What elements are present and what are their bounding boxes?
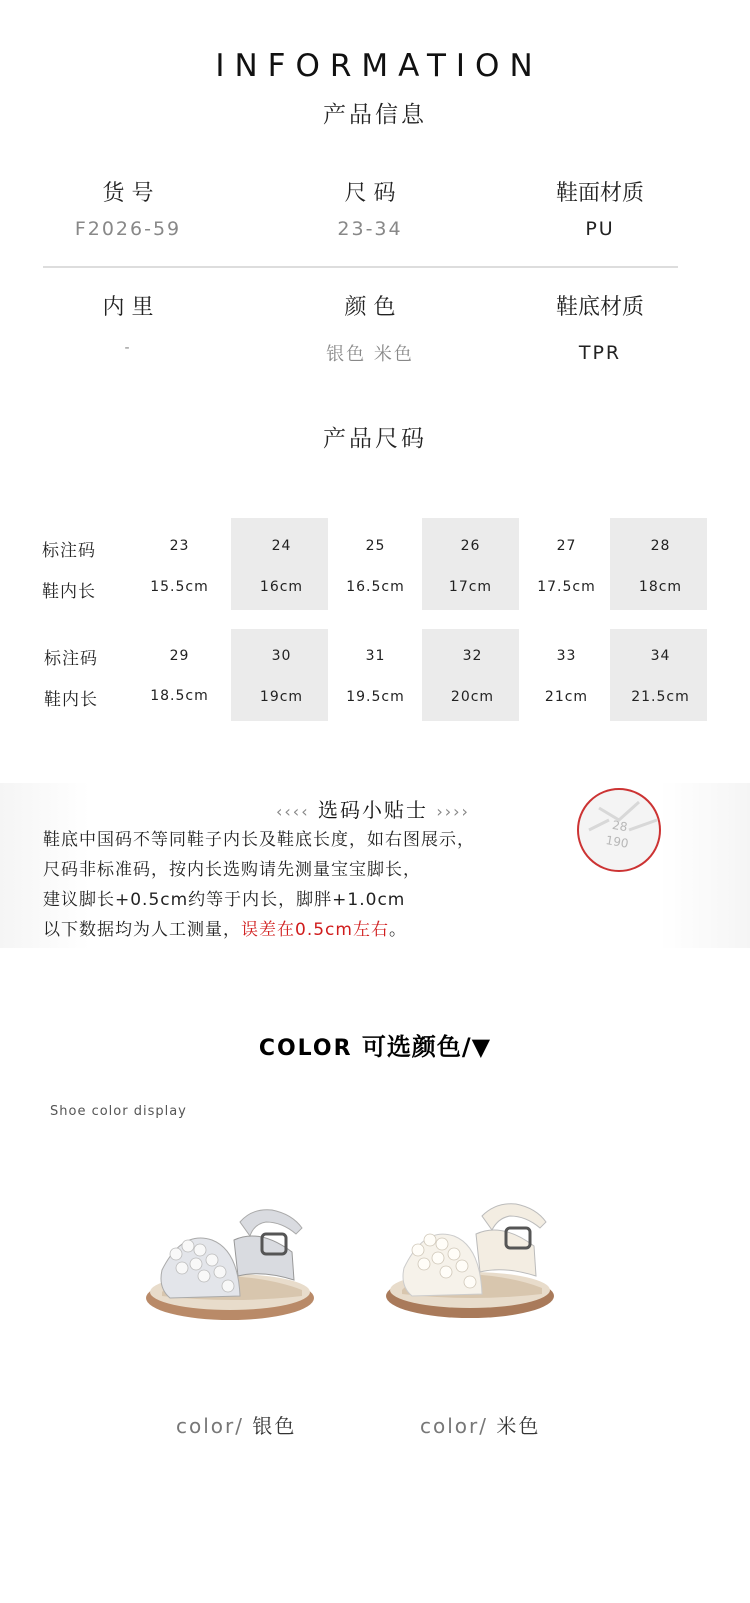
size-value: 29: [169, 648, 190, 664]
length-value: 21cm: [544, 689, 589, 705]
size-value: 24: [271, 538, 292, 554]
tip-line-4: 以下数据均为人工测量，误差在0.5cm左右。: [43, 920, 407, 940]
size-cell-bg: [231, 518, 328, 610]
size-value: 32: [462, 648, 483, 664]
tip-error-note: 误差在0.5cm左右: [241, 920, 389, 940]
length-value: 15.5cm: [150, 579, 209, 595]
tip-line-1: 鞋底中国码不等同鞋子内长及鞋底长度，如右图展示，: [43, 830, 475, 850]
length-value: 19cm: [259, 689, 304, 705]
size-value: 31: [365, 648, 386, 664]
size-cell-bg: [610, 629, 707, 721]
lining-value: -: [124, 340, 132, 356]
upper-material-value: PU: [585, 218, 615, 240]
length-value: 20cm: [450, 689, 495, 705]
color-value: 银色 米色: [326, 344, 414, 365]
size-cell-bg: [422, 629, 519, 721]
lining-label: 内 里: [102, 295, 154, 320]
sole-material-value: TPR: [578, 342, 622, 364]
length-row-label: 鞋内长: [44, 690, 98, 710]
color-option-silver: color/ 银色: [176, 1414, 297, 1438]
color-option-beige: color/ 米色: [420, 1414, 541, 1438]
tip-line-2: 尺码非标准码，按内长选购请先测量宝宝脚长，: [43, 860, 421, 880]
page-subtitle: 产品信息: [323, 102, 427, 128]
upper-material-label: 鞋面材质: [555, 181, 644, 206]
size-value: 30: [271, 648, 292, 664]
length-value: 21.5cm: [631, 689, 690, 705]
length-value: 18cm: [638, 579, 683, 595]
size-value: 33: [556, 648, 577, 664]
size-value: 25: [365, 538, 386, 554]
length-value: 17cm: [448, 579, 493, 595]
size-cell-bg: [610, 518, 707, 610]
color-section-title: COLOR 可选颜色/▼: [258, 1033, 492, 1061]
size-value: 28: [650, 538, 671, 554]
size-value: 23-34: [337, 218, 403, 240]
size-tips-title: [276, 794, 470, 823]
length-value: 19.5cm: [346, 689, 405, 705]
length-value: 17.5cm: [537, 579, 596, 595]
size-value: 23: [169, 538, 190, 554]
sole-size-text: 28 190: [604, 817, 630, 851]
size-row-label: 标注码: [42, 541, 96, 561]
size-value: 27: [556, 538, 577, 554]
silver-sandal-image: [142, 1200, 322, 1330]
info-divider: [43, 266, 678, 268]
item-no-label: 货 号: [102, 181, 154, 206]
sole-size-image: [577, 788, 661, 872]
sole-material-label: 鞋底材质: [555, 295, 644, 320]
item-no-value: F2026-59: [74, 218, 182, 240]
size-chart-title: 产品尺码: [323, 426, 427, 452]
length-value: 16cm: [259, 579, 304, 595]
tips-title-text: 选码小贴士: [317, 798, 428, 822]
left-arrows-icon: ‹‹‹‹: [276, 802, 310, 821]
color-label: 颜 色: [344, 295, 396, 320]
size-row-label: 标注码: [44, 649, 98, 669]
size-cell-bg: [422, 518, 519, 610]
size-value: 26: [460, 538, 481, 554]
page-title: INFORMATION: [215, 48, 543, 84]
length-value: 16.5cm: [346, 579, 405, 595]
beige-sandal-image: [382, 1196, 562, 1326]
size-value: 34: [650, 648, 671, 664]
shoe-display-label: Shoe color display: [50, 1104, 187, 1119]
tip-line-3: 建议脚长+0.5cm约等于内长，脚胖+1.0cm: [43, 890, 406, 910]
length-value: 18.5cm: [150, 688, 209, 704]
size-cell-bg: [231, 629, 328, 721]
size-label: 尺 码: [344, 181, 396, 206]
length-row-label: 鞋内长: [42, 582, 96, 602]
right-arrows-icon: ››››: [436, 802, 470, 821]
